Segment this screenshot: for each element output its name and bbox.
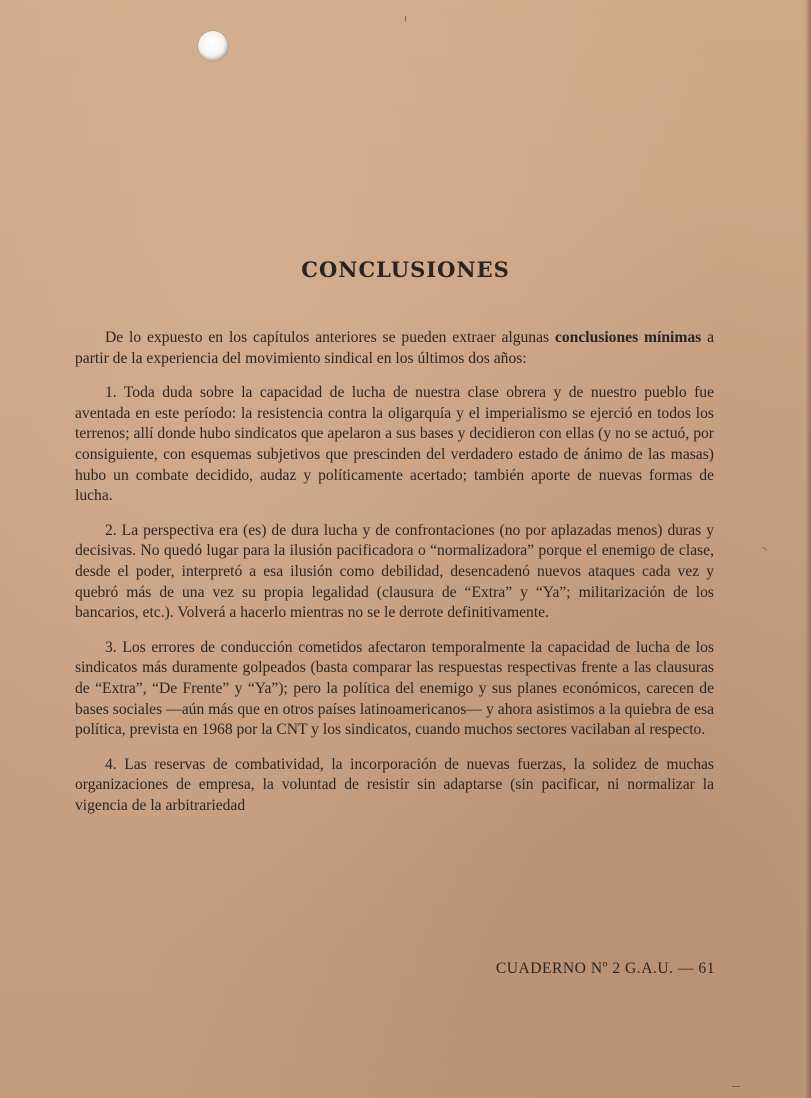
- intro-emphasis: conclusiones mínimas: [554, 329, 702, 346]
- intro-text-start: De lo expuesto en los capítulos anteriores se pueden extraer algunas: [105, 329, 555, 346]
- ink-speck: [732, 1086, 740, 1087]
- intro-text-end: a partir de la experiencia del movimiento sindical en los últimos dos años:: [75, 329, 714, 367]
- paragraph-4: 4. Las reservas de combatividad, la incorporación de nuevas fuerzas, la solidez de muchas organizaciones de empresa, la voluntad de resistir sin adaptarse (sin pacificar, ni normalizar la vigencia de la arbitrariedad: [75, 755, 714, 814]
- intro-paragraph: [75, 328, 714, 369]
- ink-speck: [405, 16, 406, 22]
- page-footer: CUADERNO Nº 2 G.A.U. — 61: [495, 960, 715, 977]
- page-edge-shadow: [805, 0, 811, 1098]
- paragraph-2: 2. La perspectiva era (es) de dura lucha y de confrontaciones (no por aplazadas menos) duras y decisivas. No quedó lugar para la ilusión pacificadora o “normalizadora” porque el enemigo de clase, desde el poder, interpretó a esa ilusión como debilidad, desencadenó nuevos ataques cada vez y quebró más de una vez su propia legalidad (clausura de “Extra” y “Ya”; militarización de los bancarios, etc.). Volverá a hacerlo mientras no se le derrote definitivamente.: [75, 521, 714, 622]
- body-text: [75, 328, 714, 830]
- punch-hole: [198, 31, 228, 61]
- page-title: CONCLUSIONES: [301, 257, 510, 283]
- paragraph-1: 1. Toda duda sobre la capacidad de lucha de nuestra clase obrera y de nuestro pueblo fue aventada en este período: la resistencia contra la oligarquía y el imperialismo se ejerció en todos los terrenos; allí donde hubo sindicatos que apelaron a sus bases y decidieron con ellas (y no se actuó, por consiguiente, con esquemas subjetivos que prescinden del verdadero estado de ánimo de las masas) hubo un combate decidido, audaz y políticamente acertado; también aporte de nuevas formas de lucha.: [75, 384, 714, 505]
- paragraph-3: 3. Los errores de conducción cometidos afectaron temporalmente la capacidad de lucha de los sindicatos más duramente golpeados (basta comparar las respuestas respectivas frente a las clausuras de “Extra”, “De Frente” y “Ya”); pero la política del enemigo y sus planes económicos, carecen de bases sociales —aún más que en otros países latinoamericanos— y ahora asistimos a la quiebra de esa política, prevista en 1968 por la CNT y los sindicatos, cuando muchos sectores vacilaban al respecto.: [75, 638, 714, 739]
- ink-speck: [762, 547, 767, 551]
